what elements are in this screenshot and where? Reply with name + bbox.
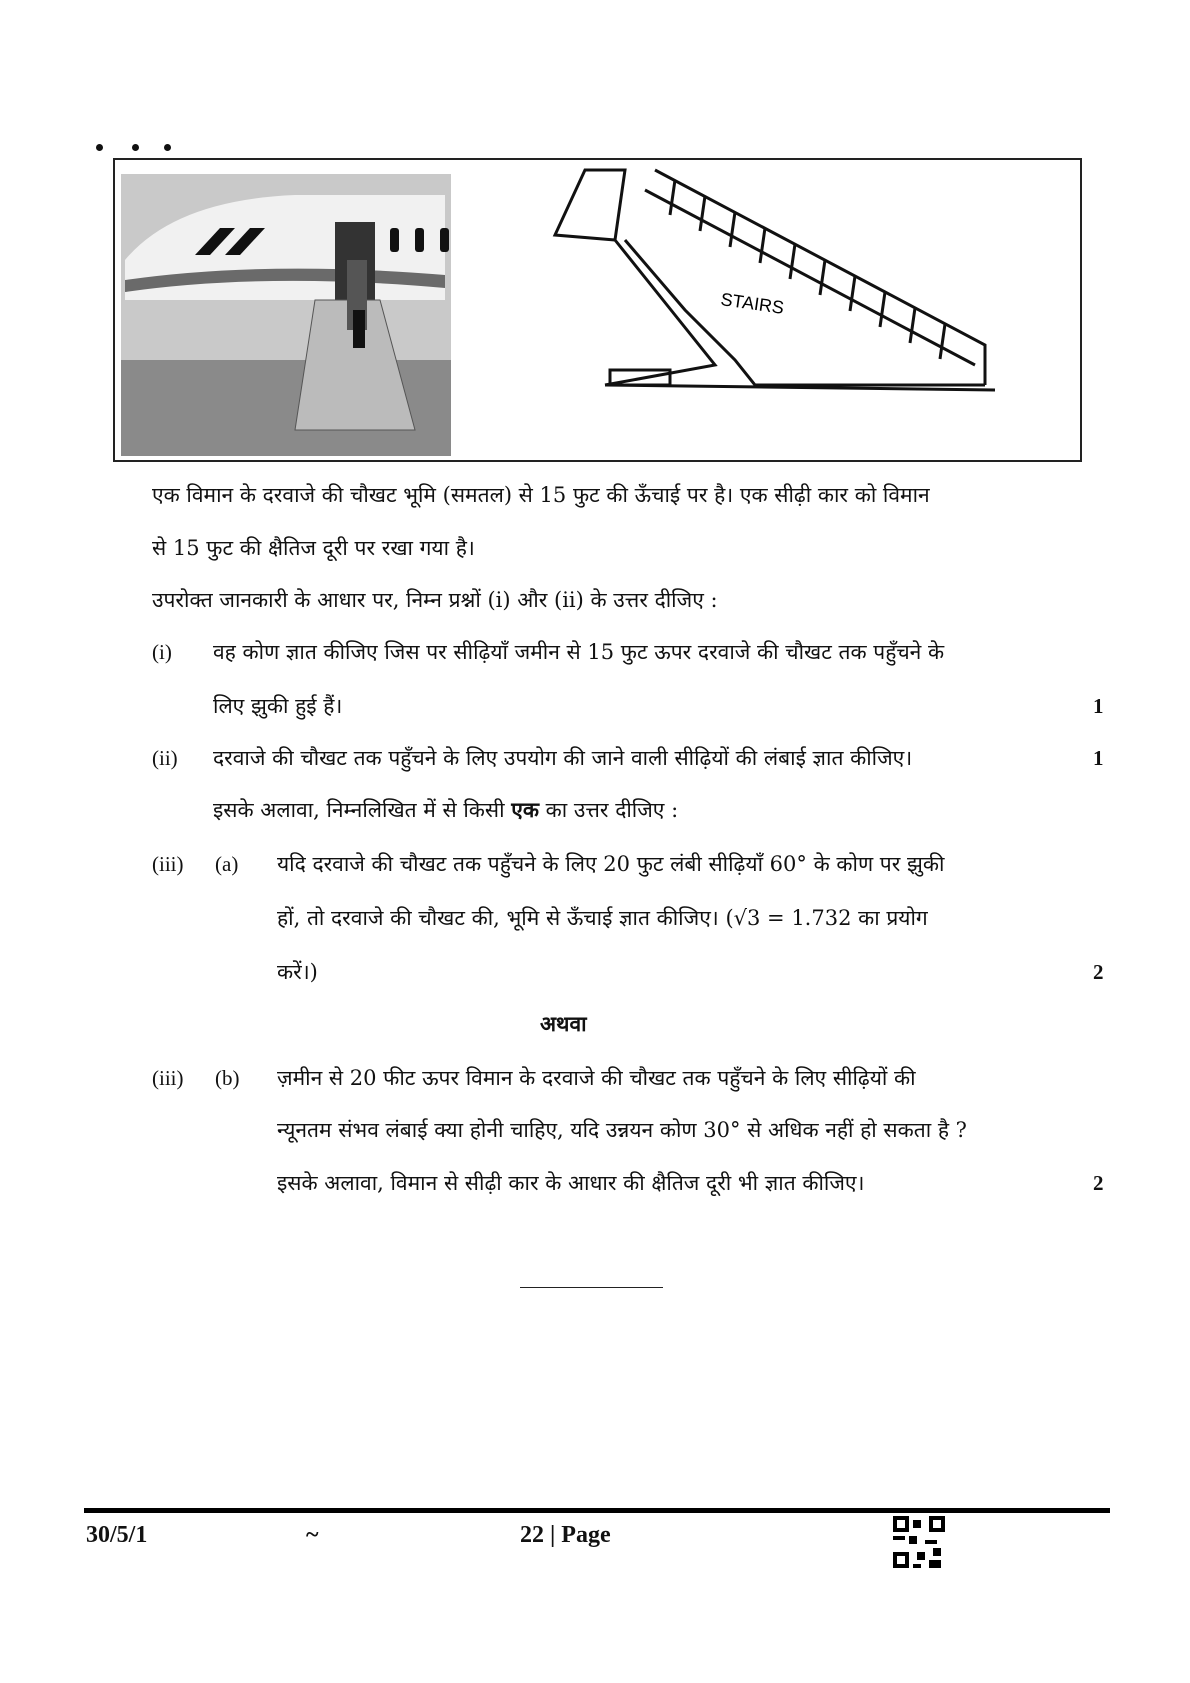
q3a-line-3: करें।) bbox=[277, 960, 318, 984]
stairs-diagram bbox=[555, 170, 995, 390]
choice-pre: इसके अलावा, निम्नलिखित में से किसी bbox=[213, 798, 512, 822]
q1-marks: 1 bbox=[1093, 694, 1104, 718]
q3a-marks: 2 bbox=[1093, 960, 1104, 984]
paper-code: 30/5/1 bbox=[86, 1522, 148, 1548]
q2-marks: 1 bbox=[1093, 746, 1104, 770]
airplane-photo-illustration bbox=[115, 160, 1080, 460]
figure-airplane-stairs bbox=[113, 158, 1082, 462]
choice-post: का उत्तर दीजिए : bbox=[539, 798, 679, 822]
q3b-line-3: इसके अलावा, विमान से सीढ़ी कार के आधार की क्षैतिज दूरी भी ज्ञात कीजिए। bbox=[277, 1171, 865, 1195]
choice-instruction bbox=[213, 796, 678, 824]
qr-code-icon bbox=[893, 1516, 945, 1568]
page-number: 22 | Page bbox=[520, 1522, 611, 1548]
q3b-sublabel: (b) bbox=[215, 1066, 240, 1090]
intro-line-1: एक विमान के दरवाजे की चौखट भूमि (समतल) से 15 फुट की ऊँचाई पर है। एक सीढ़ी कार को विमान bbox=[152, 483, 930, 507]
q3b-label: (iii) bbox=[152, 1066, 184, 1090]
q3b-line-2: न्यूनतम संभव लंबाई क्या होनी चाहिए, यदि उन्नयन कोण 30° से अधिक नहीं हो सकता है ? bbox=[277, 1118, 967, 1142]
or-heading: अथवा bbox=[540, 1011, 587, 1036]
q1-line-2: लिए झुकी हुई हैं। bbox=[213, 694, 343, 718]
choice-bold: एक bbox=[511, 797, 539, 822]
q1-label: (i) bbox=[152, 640, 172, 664]
dot bbox=[164, 144, 171, 151]
intro-line-3: उपरोक्त जानकारी के आधार पर, निम्न प्रश्नों (i) और (ii) के उत्तर दीजिए : bbox=[152, 588, 718, 612]
intro-line-2: से 15 फुट की क्षैतिज दूरी पर रखा गया है। bbox=[152, 536, 475, 560]
q1-line-1: वह कोण ज्ञात कीजिए जिस पर सीढ़ियाँ जमीन से 15 फुट ऊपर दरवाजे की चौखट तक पहुँचने के bbox=[213, 640, 945, 664]
q3a-line-1: यदि दरवाजे की चौखट तक पहुँचने के लिए 20 फुट लंबी सीढ़ियाँ 60° के कोण पर झुकी bbox=[277, 852, 945, 876]
dot bbox=[96, 144, 103, 151]
end-separator bbox=[520, 1287, 663, 1288]
footer-tilde: ~ bbox=[306, 1522, 319, 1548]
dot bbox=[132, 144, 139, 151]
q2-label: (ii) bbox=[152, 746, 178, 770]
q3a-sublabel: (a) bbox=[215, 852, 239, 876]
q3b-line-1: ज़मीन से 20 फीट ऊपर विमान के दरवाजे की चौखट तक पहुँचने के लिए सीढ़ियों की bbox=[277, 1066, 916, 1090]
q3a-line-2: हों, तो दरवाजे की चौखट की, भूमि से ऊँचाई ज्ञात कीजिए। (√3 = 1.732 का प्रयोग bbox=[277, 906, 928, 930]
q3a-label: (iii) bbox=[152, 852, 184, 876]
q3b-marks: 2 bbox=[1093, 1171, 1104, 1195]
q2-line-1: दरवाजे की चौखट तक पहुँचने के लिए उपयोग की जाने वाली सीढ़ियों की लंबाई ज्ञात कीजिए। bbox=[213, 746, 913, 770]
footer-rule bbox=[84, 1508, 1110, 1513]
stairs-label: STAIRS bbox=[719, 289, 786, 318]
